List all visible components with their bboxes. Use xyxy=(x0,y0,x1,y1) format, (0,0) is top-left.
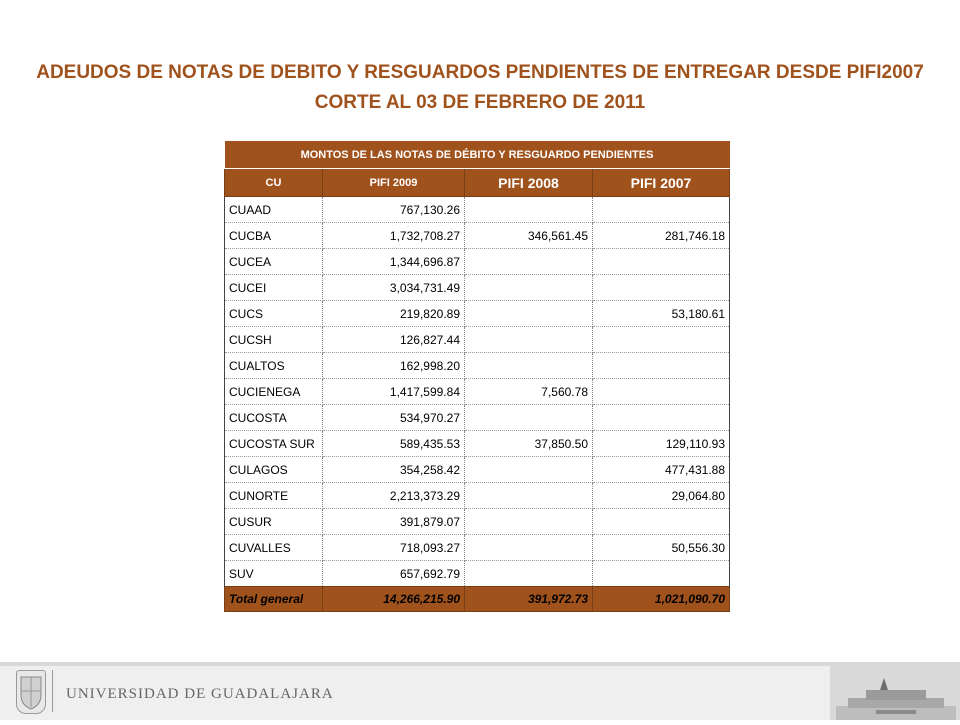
cell-cu: CUCIENEGA xyxy=(225,379,323,405)
cell-pifi-2007: 50,556.30 xyxy=(593,535,730,561)
total-pifi-2008: 391,972.73 xyxy=(465,587,593,612)
table-row xyxy=(225,353,730,379)
cell-pifi-2008 xyxy=(465,535,593,561)
cell-pifi-2008 xyxy=(465,353,593,379)
cell-pifi-2008 xyxy=(465,275,593,301)
table-row xyxy=(225,561,730,587)
table-row xyxy=(225,197,730,223)
cell-pifi-2008 xyxy=(465,457,593,483)
table-body xyxy=(225,197,730,587)
cell-cu: CUCEA xyxy=(225,249,323,275)
cell-pifi-2009: 162,998.20 xyxy=(323,353,465,379)
title-line-2: CORTE AL 03 DE FEBRERO DE 2011 xyxy=(314,92,646,113)
cell-pifi-2009: 589,435.53 xyxy=(323,431,465,457)
table-row xyxy=(225,535,730,561)
table-row xyxy=(225,249,730,275)
cell-pifi-2008: 346,561.45 xyxy=(465,223,593,249)
cell-pifi-2007: 281,746.18 xyxy=(593,223,730,249)
cell-pifi-2008 xyxy=(465,327,593,353)
cell-pifi-2009: 219,820.89 xyxy=(323,301,465,327)
cell-pifi-2008 xyxy=(465,249,593,275)
cell-pifi-2007 xyxy=(593,561,730,587)
table-row xyxy=(225,405,730,431)
header-pifi-2007: PIFI 2007 xyxy=(593,169,730,197)
cell-cu: CUALTOS xyxy=(225,353,323,379)
cell-pifi-2007: 29,064.80 xyxy=(593,483,730,509)
cell-pifi-2008 xyxy=(465,483,593,509)
cell-pifi-2007 xyxy=(593,327,730,353)
table-row xyxy=(225,327,730,353)
cell-pifi-2007: 477,431.88 xyxy=(593,457,730,483)
cell-pifi-2009: 767,130.26 xyxy=(323,197,465,223)
cell-pifi-2009: 1,732,708.27 xyxy=(323,223,465,249)
cell-pifi-2009: 391,879.07 xyxy=(323,509,465,535)
cell-pifi-2008 xyxy=(465,405,593,431)
header-cu: CU xyxy=(225,169,323,197)
amounts-table xyxy=(224,141,730,612)
cell-cu: CUSUR xyxy=(225,509,323,535)
university-name: UNIVERSIDAD DE GUADALAJARA xyxy=(66,686,334,702)
footer-divider xyxy=(52,670,53,712)
cell-pifi-2007 xyxy=(593,275,730,301)
total-pifi-2009: 14,266,215.90 xyxy=(323,587,465,612)
cell-pifi-2007 xyxy=(593,197,730,223)
cell-cu: CUCSH xyxy=(225,327,323,353)
cell-pifi-2008 xyxy=(465,509,593,535)
table-row xyxy=(225,379,730,405)
table-row xyxy=(225,275,730,301)
table-row xyxy=(225,457,730,483)
cell-pifi-2007: 129,110.93 xyxy=(593,431,730,457)
cell-pifi-2009: 3,034,731.49 xyxy=(323,275,465,301)
cell-cu: CULAGOS xyxy=(225,457,323,483)
amounts-table-container xyxy=(224,141,729,612)
table-row xyxy=(225,431,730,457)
cell-pifi-2008: 7,560.78 xyxy=(465,379,593,405)
cell-pifi-2009: 126,827.44 xyxy=(323,327,465,353)
cell-cu: CUNORTE xyxy=(225,483,323,509)
cell-cu: CUCS xyxy=(225,301,323,327)
cell-pifi-2007 xyxy=(593,353,730,379)
cell-cu: CUVALLES xyxy=(225,535,323,561)
cell-cu: CUAAD xyxy=(225,197,323,223)
cell-pifi-2007 xyxy=(593,379,730,405)
cell-pifi-2009: 657,692.79 xyxy=(323,561,465,587)
cell-pifi-2008: 37,850.50 xyxy=(465,431,593,457)
cell-cu: CUCEI xyxy=(225,275,323,301)
cell-pifi-2007 xyxy=(593,509,730,535)
cell-pifi-2009: 354,258.42 xyxy=(323,457,465,483)
total-row xyxy=(225,587,730,612)
cell-pifi-2008 xyxy=(465,561,593,587)
university-seal-icon xyxy=(16,670,46,714)
table-row xyxy=(225,483,730,509)
table-row xyxy=(225,223,730,249)
cell-cu: SUV xyxy=(225,561,323,587)
cell-pifi-2008 xyxy=(465,301,593,327)
cell-pifi-2007 xyxy=(593,249,730,275)
table-row xyxy=(225,509,730,535)
cell-pifi-2009: 1,344,696.87 xyxy=(323,249,465,275)
total-label: Total general xyxy=(225,587,323,612)
building-icon xyxy=(836,676,956,720)
table-row xyxy=(225,301,730,327)
page-title xyxy=(0,58,960,118)
title-line-1: ADEUDOS DE NOTAS DE DEBITO Y RESGUARDOS PENDIENTES DE ENTREGAR DESDE PIFI2007 xyxy=(36,62,924,83)
cell-pifi-2009: 534,970.27 xyxy=(323,405,465,431)
cell-cu: CUCOSTA SUR xyxy=(225,431,323,457)
cell-pifi-2009: 1,417,599.84 xyxy=(323,379,465,405)
header-pifi-2009: PIFI 2009 xyxy=(323,169,465,197)
cell-pifi-2009: 2,213,373.29 xyxy=(323,483,465,509)
total-pifi-2007: 1,021,090.70 xyxy=(593,587,730,612)
cell-pifi-2007 xyxy=(593,405,730,431)
cell-pifi-2007: 53,180.61 xyxy=(593,301,730,327)
table-caption: MONTOS DE LAS NOTAS DE DÉBITO Y RESGUARDO PENDIENTES xyxy=(225,141,730,169)
cell-pifi-2008 xyxy=(465,197,593,223)
cell-cu: CUCBA xyxy=(225,223,323,249)
cell-pifi-2009: 718,093.27 xyxy=(323,535,465,561)
header-pifi-2008: PIFI 2008 xyxy=(465,169,593,197)
cell-cu: CUCOSTA xyxy=(225,405,323,431)
